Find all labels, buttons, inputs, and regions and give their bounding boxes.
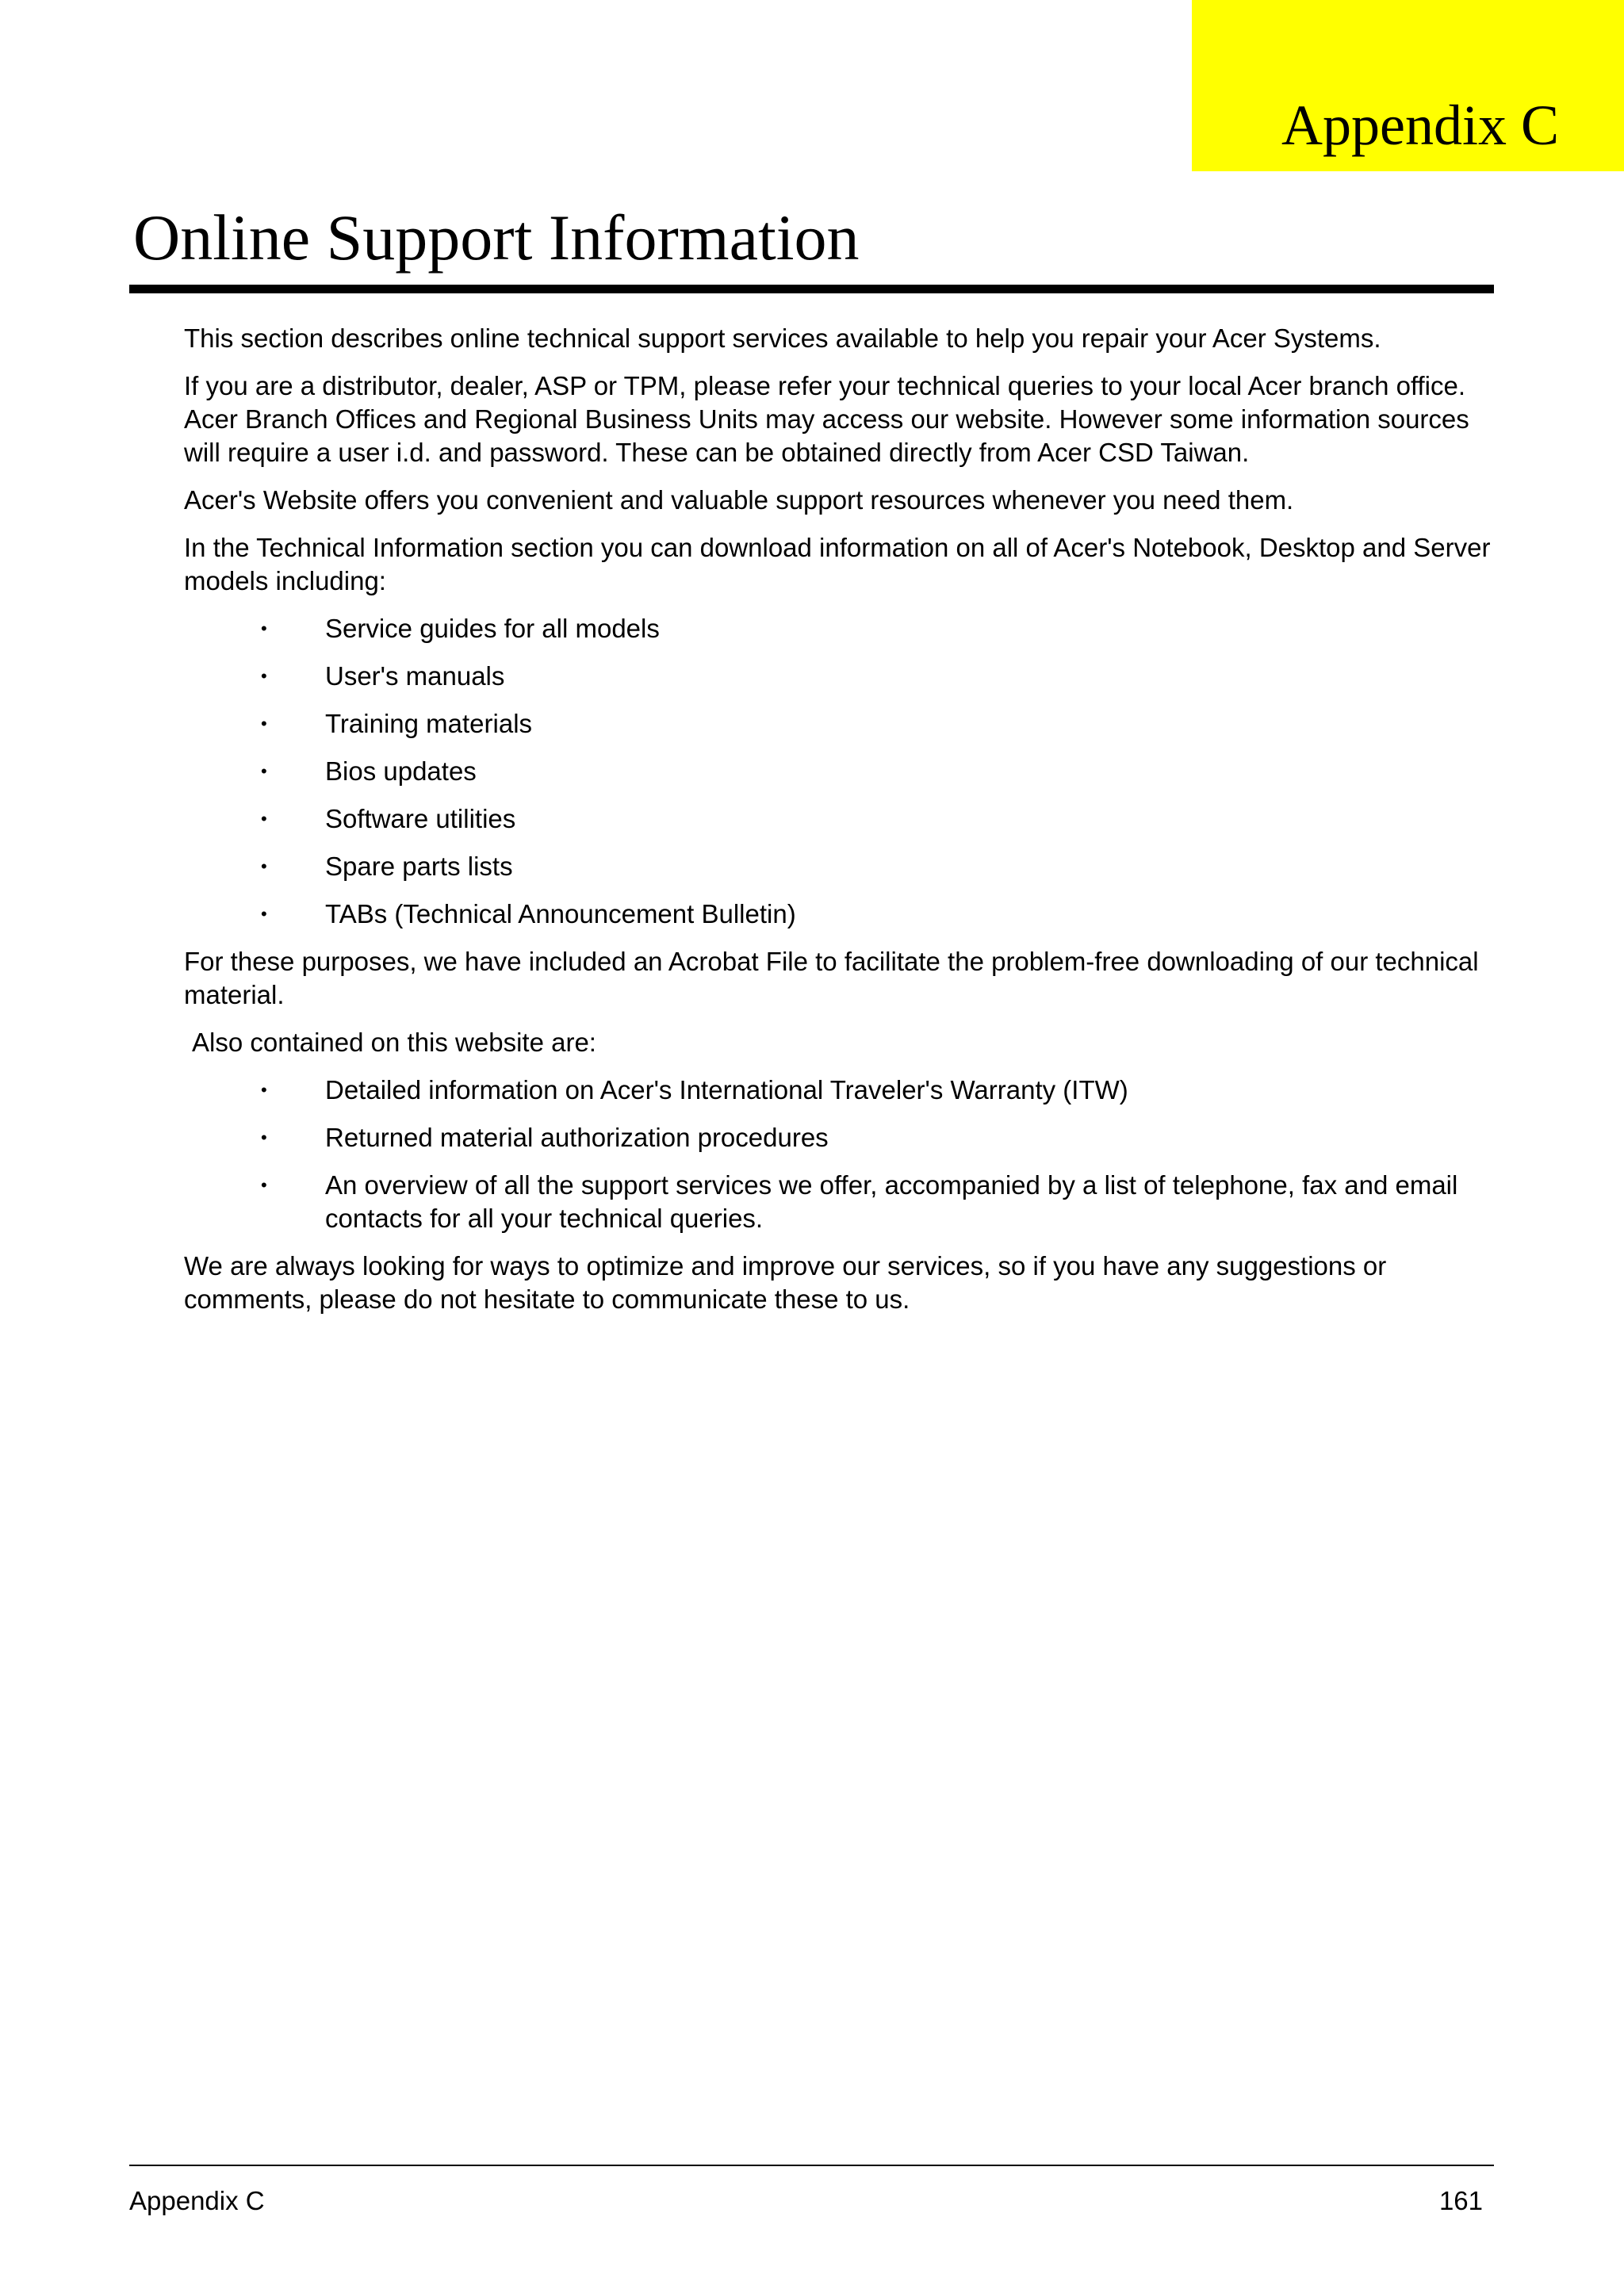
bullet-icon: • xyxy=(261,666,267,686)
bullet-icon: • xyxy=(261,904,267,924)
distributor-paragraph: If you are a distributor, dealer, ASP or TPM, please refer your technical queries to your local Acer branch office. Acer Branch Offices and Regional Business Units may access our website. However some information sources will require a user i.d. and password. These can be obtained directly from Acer CSD Taiwan. xyxy=(184,371,1469,467)
page-title: Online Support Information xyxy=(133,201,860,274)
list-item xyxy=(184,898,1492,931)
title-divider xyxy=(129,285,1494,293)
intro-paragraph: This section describes online technical support services available to help you repair your Acer Systems. xyxy=(184,323,1381,353)
list-item-text: Training materials xyxy=(325,709,533,738)
list-item-text: Detailed information on Acer's International Traveler's Warranty (ITW) xyxy=(325,1075,1128,1104)
list-item xyxy=(184,1074,1492,1107)
closing-paragraph: We are always looking for ways to optimize and improve our services, so if you have any suggestions or comments, please do not hesitate to communicate these to us. xyxy=(184,1251,1387,1314)
list-item-text: User's manuals xyxy=(325,661,505,691)
bullet-icon: • xyxy=(261,809,267,829)
footer-divider xyxy=(129,2165,1494,2166)
website-items-list xyxy=(184,1074,1492,1235)
bullet-icon: • xyxy=(261,1080,267,1100)
list-item-text: An overview of all the support services we offer, accompanied by a list of telephone, fax and email contacts for all your technical queries. xyxy=(325,1170,1458,1233)
page-number: 161 xyxy=(1438,2186,1483,2215)
list-item-text: Software utilities xyxy=(325,804,516,833)
list-item xyxy=(184,1169,1492,1235)
also-contained-paragraph: Also contained on this website are: xyxy=(192,1028,596,1057)
downloads-list xyxy=(184,612,1492,931)
list-item xyxy=(184,802,1492,836)
list-item xyxy=(184,1121,1492,1154)
appendix-tab xyxy=(1192,0,1624,171)
appendix-tab-label: Appendix C xyxy=(1281,94,1559,157)
bullet-icon: • xyxy=(261,1175,267,1195)
list-item-text: Spare parts lists xyxy=(325,852,513,881)
bullet-icon: • xyxy=(261,761,267,781)
bullet-icon: • xyxy=(261,1127,267,1147)
list-item xyxy=(184,660,1492,693)
footer-section-label: Appendix C xyxy=(129,2186,265,2215)
acrobat-paragraph: For these purposes, we have included an Acrobat File to facilitate the problem-free downloading of our technical material. xyxy=(184,947,1479,1009)
bullet-icon: • xyxy=(261,856,267,876)
list-item xyxy=(184,707,1492,741)
list-item-text: Returned material authorization procedures xyxy=(325,1123,829,1152)
list-item xyxy=(184,612,1492,645)
list-item-text: Bios updates xyxy=(325,756,477,786)
list-item-text: Service guides for all models xyxy=(325,614,660,643)
website-paragraph: Acer's Website offers you convenient and valuable support resources whenever you need them. xyxy=(184,485,1294,515)
technical-info-paragraph: In the Technical Information section you can download information on all of Acer's Notebook, Desktop and Server models including: xyxy=(184,533,1491,595)
bullet-icon: • xyxy=(261,618,267,638)
list-item-text: TABs (Technical Announcement Bulletin) xyxy=(325,899,796,928)
list-item xyxy=(184,850,1492,883)
main-content xyxy=(184,322,1492,1330)
bullet-icon: • xyxy=(261,714,267,733)
list-item xyxy=(184,755,1492,788)
